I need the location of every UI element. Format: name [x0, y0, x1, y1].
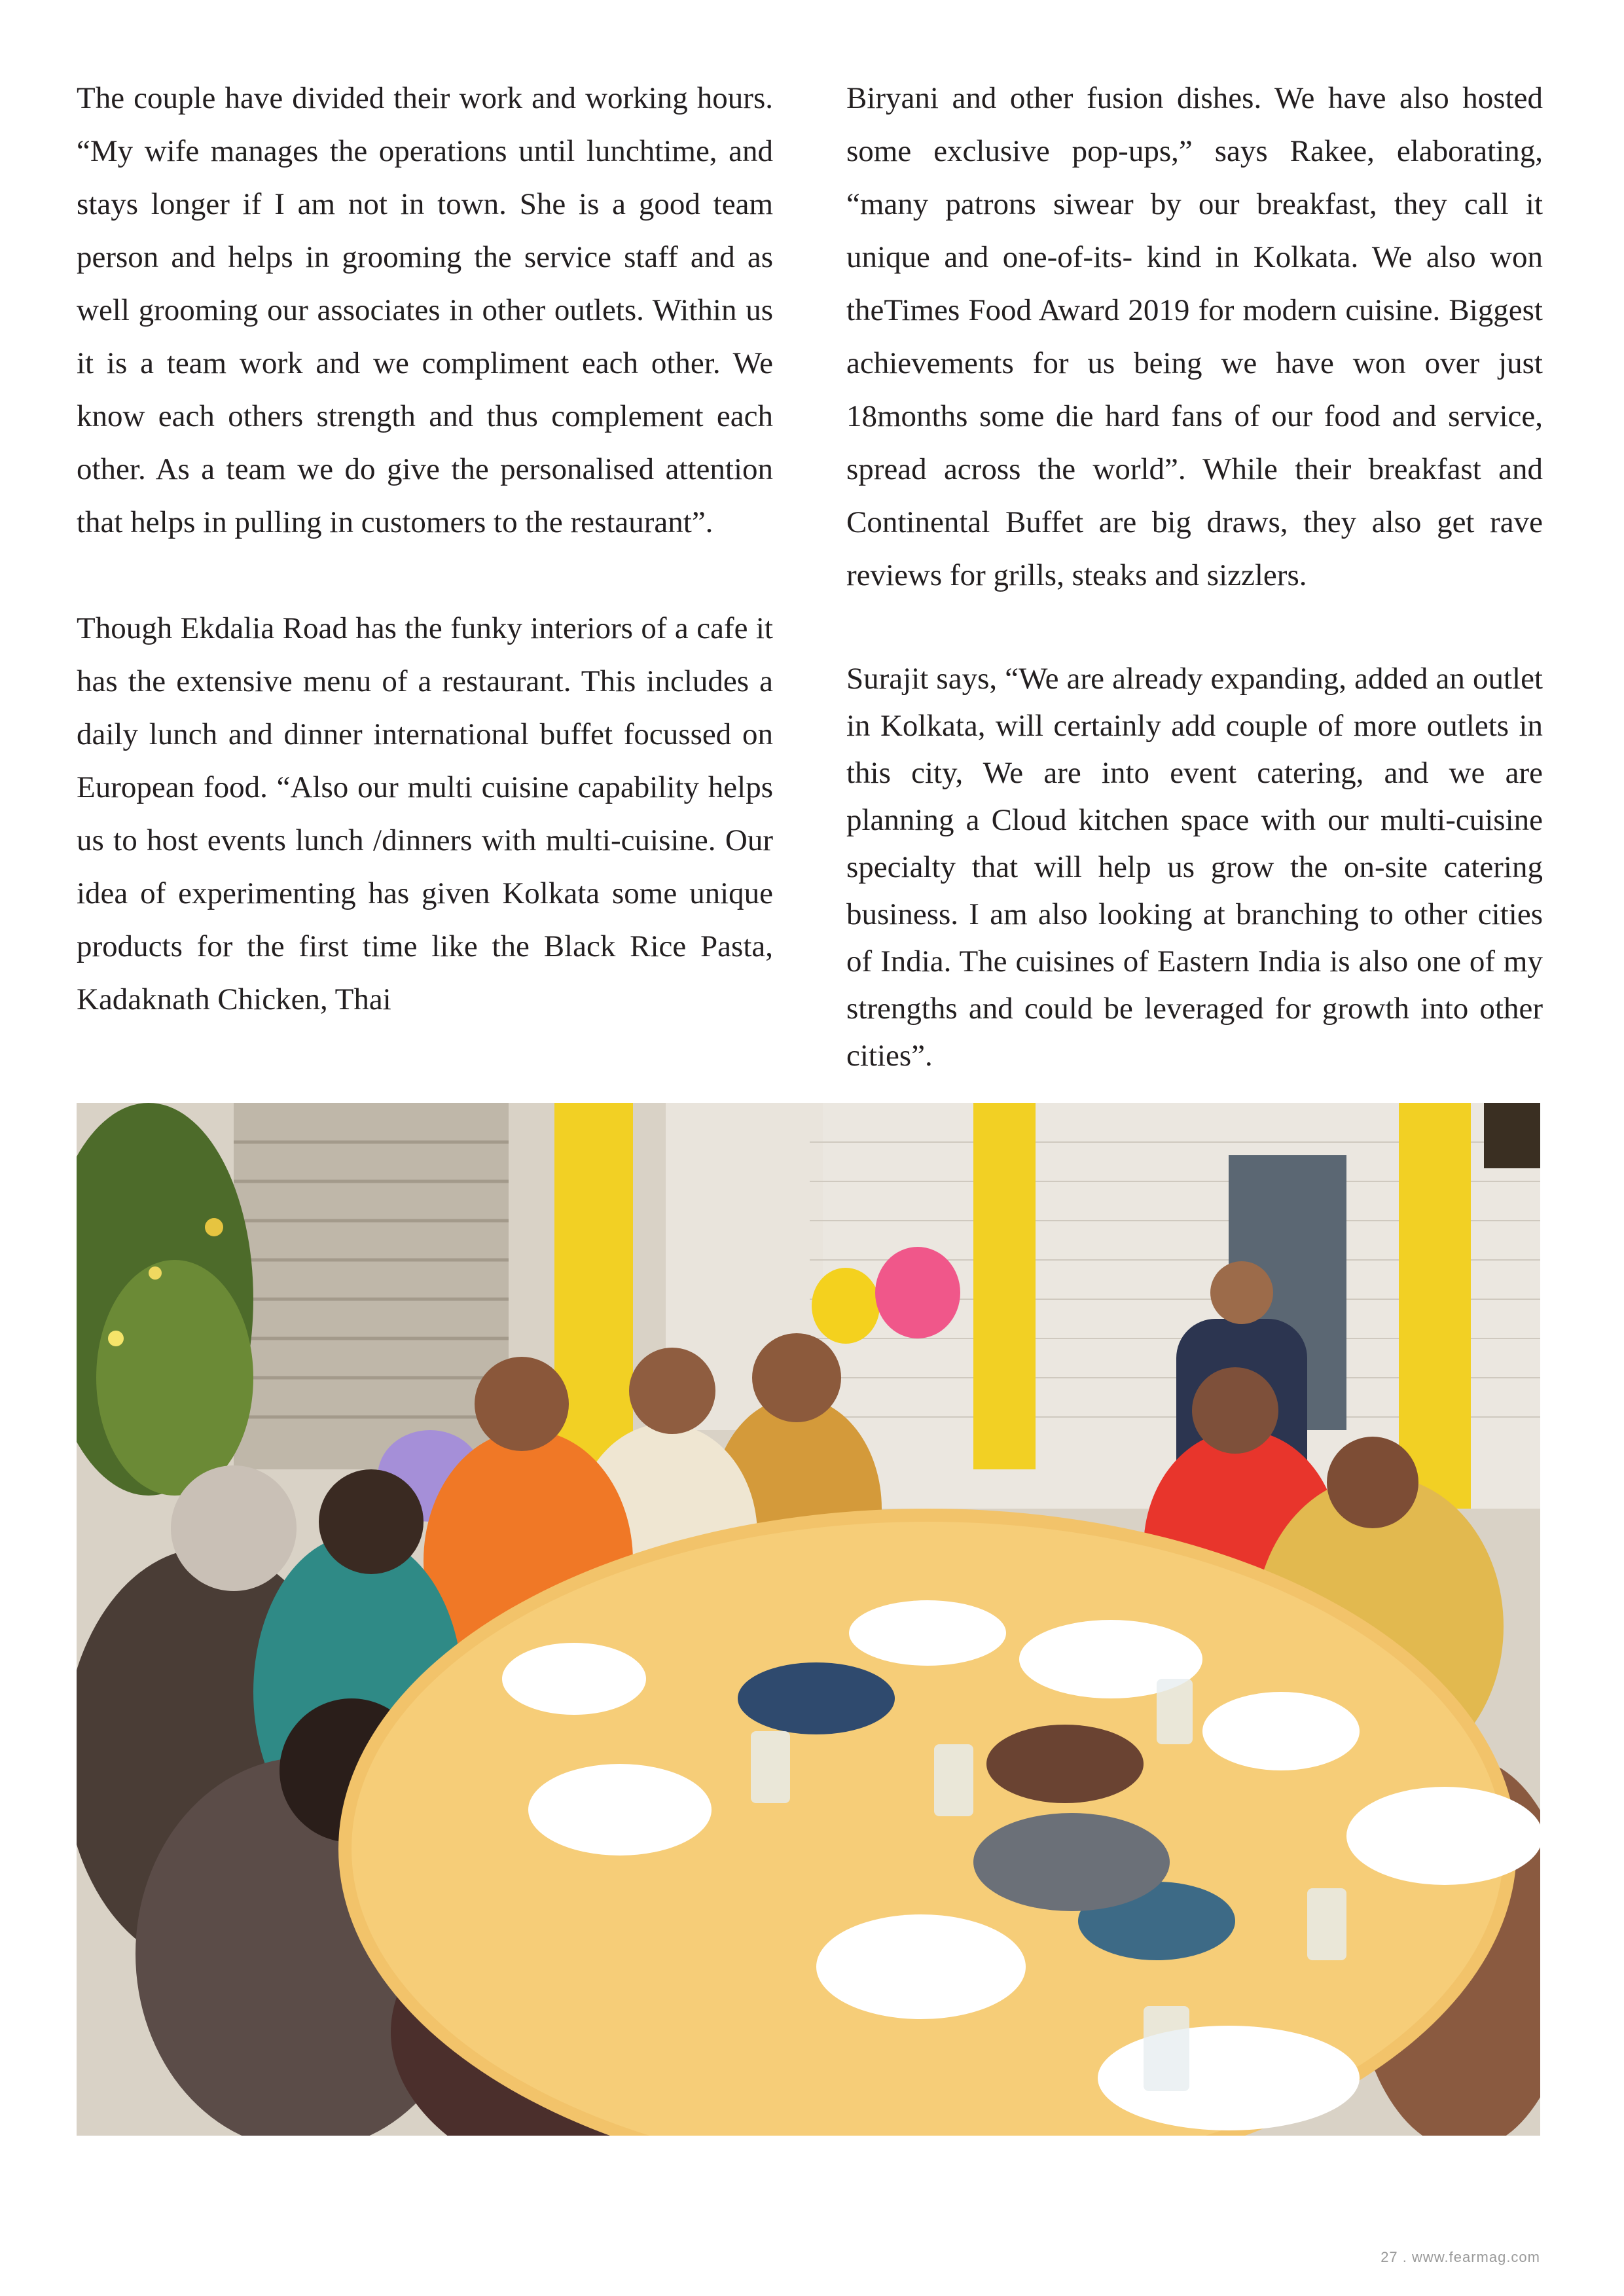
left-paragraph-1: The couple have divided their work and working hours. “My wife manages the operations until lunchtime, and stays longer if I am not in town. She is a good team person and helps in grooming the service staff and as well grooming our associates in other outlets. Within us it is a team work and we compliment each other. We know each others strength and thus complement each other. As a team we do give the personalised attention that helps in pulling in customers to the restaurant”.	[77, 81, 773, 539]
footer-separator: .	[1402, 2249, 1407, 2265]
right-paragraph-2: Surajit says, “We are already expanding, added an outlet in Kolkata, will certainly add couple of more outlets in this city, We are into event catering, and we are planning a Cloud kitchen space with our multi-cuisine specialty that will help us grow the on-site catering business. I am also looking at branching to other cities of India. The cuisines of Eastern India is also one of my strengths and could be leveraged for growth into other cities”.	[846, 662, 1543, 1073]
page-footer	[1380, 2249, 1540, 2266]
page-number: 27	[1380, 2249, 1398, 2265]
right-paragraph-1: Biryani and other fusion dishes. We have also hosted some exclusive pop-ups,” says Rakee, elaborating, “many patrons siwear by our breakfast, they call it unique and one-of-its- kind in Kolkata. We also won theTimes Food Award 2019 for modern cuisine. Biggest achievements for us being we have won over just 18months some die hard fans of our food and service, spread across the world”. While their breakfast and Continental Buffet are big draws, they also get rave reviews for grills, steaks and sizzlers.	[846, 81, 1543, 592]
right-column	[846, 72, 1543, 1079]
restaurant-dining-photo	[77, 1103, 1540, 2136]
footer-website: www.fearmag.com	[1412, 2249, 1540, 2265]
left-column	[77, 72, 773, 1026]
left-paragraph-2: Though Ekdalia Road has the funky interiors of a cafe it has the extensive menu of a restaurant. This includes a daily lunch and dinner international buffet focussed on European food. “Also our multi cuisine capability helps us to host events lunch /dinners with multi-cuisine. Our idea of experimenting has given Kolkata some unique products for the first time like the Black Rice Pasta, Kadaknath Chicken, Thai	[77, 611, 773, 1016]
